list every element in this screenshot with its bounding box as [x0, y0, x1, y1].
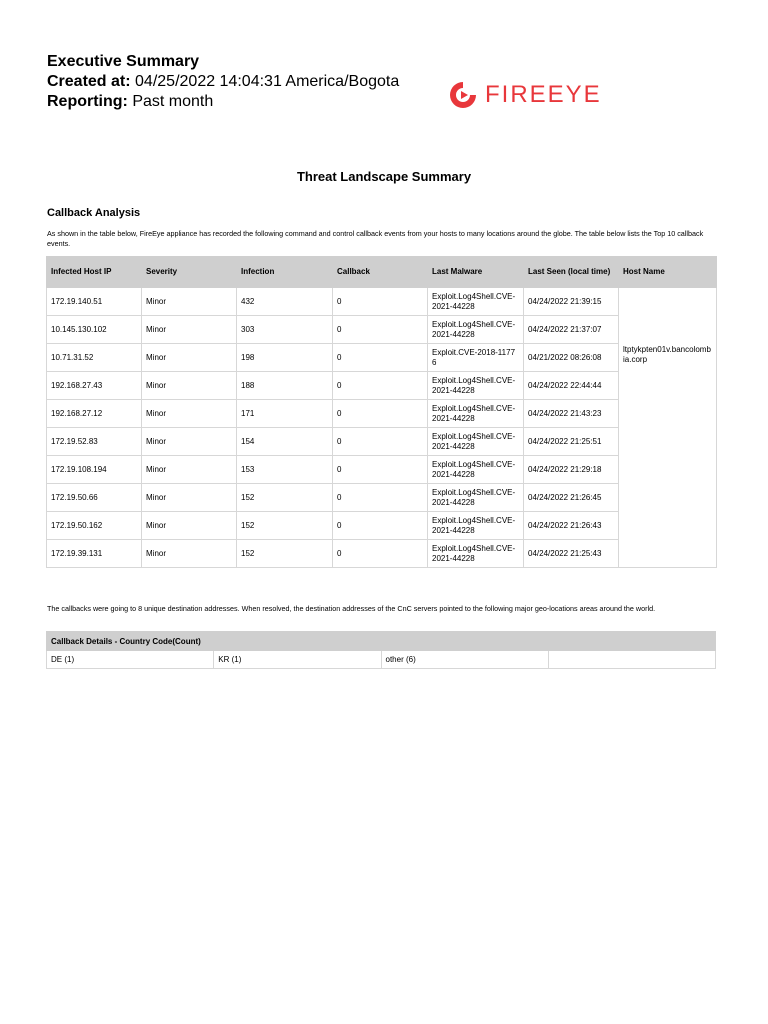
callback-cell: 0 [333, 512, 428, 540]
country-count-cell [548, 651, 715, 669]
table-row [47, 456, 717, 484]
host-ip-cell: 172.19.52.83 [47, 428, 142, 456]
callback-cell: 0 [333, 428, 428, 456]
infection-cell: 154 [237, 428, 333, 456]
column-header: Last Malware [428, 257, 524, 288]
infection-cell: 152 [237, 484, 333, 512]
table-row [47, 540, 717, 568]
last-seen-cell: 04/24/2022 21:39:15 [524, 288, 619, 316]
callback-table-header-row [47, 257, 717, 288]
table-row [47, 651, 716, 669]
report-header [47, 52, 399, 112]
country-count-cell: other (6) [381, 651, 548, 669]
created-at-line [47, 72, 399, 92]
report-title: Executive Summary [47, 53, 200, 70]
created-at-value: 04/25/2022 14:04:31 America/Bogota [135, 73, 400, 90]
last-seen-cell: 04/24/2022 21:26:45 [524, 484, 619, 512]
section-title: Threat Landscape Summary [296, 169, 472, 184]
callback-analysis-title: Callback Analysis [47, 207, 141, 219]
reporting-line [47, 92, 399, 112]
column-header: Infected Host IP [47, 257, 142, 288]
logo-wordmark: FIREEYE [485, 81, 602, 108]
host-ip-cell: 10.145.130.102 [47, 316, 142, 344]
table-row [47, 372, 717, 400]
reporting-label: Reporting: [47, 93, 128, 110]
callback-cell: 0 [333, 372, 428, 400]
infection-cell: 152 [237, 540, 333, 568]
callback-intro-text: As shown in the table below, FireEye appliance has recorded the following command and control callback events from your hosts to many locations around the globe. The table below lists the Top 10 callback events. [47, 229, 704, 248]
severity-cell: Minor [142, 540, 237, 568]
last-seen-cell: 04/21/2022 08:26:08 [524, 344, 619, 372]
host-ip-cell: 192.168.27.43 [47, 372, 142, 400]
country-count-cell: KR (1) [214, 651, 381, 669]
last-malware-cell: Exploit.Log4Shell.CVE-2021-44228 [428, 316, 524, 344]
callback-cell: 0 [333, 316, 428, 344]
last-seen-cell: 04/24/2022 22:44:44 [524, 372, 619, 400]
geo-intro-text: The callbacks were going to 8 unique destination addresses. When resolved, the destination addresses of the CnC servers pointed to the following major geo-locations areas around the world. [47, 604, 656, 613]
last-malware-cell: Exploit.Log4Shell.CVE-2021-44228 [428, 372, 524, 400]
table-row [47, 288, 717, 316]
table-row [47, 400, 717, 428]
severity-cell: Minor [142, 400, 237, 428]
callback-cell: 0 [333, 456, 428, 484]
severity-cell: Minor [142, 512, 237, 540]
callback-details-table [46, 631, 716, 669]
last-seen-cell: 04/24/2022 21:29:18 [524, 456, 619, 484]
callback-cell: 0 [333, 400, 428, 428]
severity-cell: Minor [142, 288, 237, 316]
severity-cell: Minor [142, 484, 237, 512]
last-seen-cell: 04/24/2022 21:25:51 [524, 428, 619, 456]
severity-cell: Minor [142, 316, 237, 344]
last-malware-cell: Exploit.Log4Shell.CVE-2021-44228 [428, 484, 524, 512]
severity-cell: Minor [142, 344, 237, 372]
host-ip-cell: 172.19.50.162 [47, 512, 142, 540]
table-row [47, 344, 717, 372]
geo-table-header-row [47, 632, 716, 651]
column-header: Callback [333, 257, 428, 288]
host-name-cell: ltptykpten01v.bancolombia.corp [619, 288, 717, 568]
table-row [47, 428, 717, 456]
created-at-label: Created at: [47, 73, 131, 90]
infection-cell: 432 [237, 288, 333, 316]
last-seen-cell: 04/24/2022 21:25:43 [524, 540, 619, 568]
last-seen-cell: 04/24/2022 21:26:43 [524, 512, 619, 540]
host-ip-cell: 172.19.140.51 [47, 288, 142, 316]
last-malware-cell: Exploit.Log4Shell.CVE-2021-44228 [428, 400, 524, 428]
severity-cell: Minor [142, 456, 237, 484]
table-row [47, 484, 717, 512]
table-row [47, 316, 717, 344]
table-row [47, 512, 717, 540]
reporting-value: Past month [132, 93, 214, 110]
callback-table [46, 256, 717, 568]
last-malware-cell: Exploit.CVE-2018-11776 [428, 344, 524, 372]
infection-cell: 152 [237, 512, 333, 540]
infection-cell: 171 [237, 400, 333, 428]
host-ip-cell: 172.19.108.194 [47, 456, 142, 484]
column-header: Last Seen (local time) [524, 257, 619, 288]
host-ip-cell: 172.19.39.131 [47, 540, 142, 568]
host-ip-cell: 192.168.27.12 [47, 400, 142, 428]
last-malware-cell: Exploit.Log4Shell.CVE-2021-44228 [428, 456, 524, 484]
column-header: Severity [142, 257, 237, 288]
fireeye-logo [447, 78, 607, 112]
last-malware-cell: Exploit.Log4Shell.CVE-2021-44228 [428, 428, 524, 456]
infection-cell: 188 [237, 372, 333, 400]
last-malware-cell: Exploit.Log4Shell.CVE-2021-44228 [428, 288, 524, 316]
callback-cell: 0 [333, 484, 428, 512]
callback-cell: 0 [333, 344, 428, 372]
last-malware-cell: Exploit.Log4Shell.CVE-2021-44228 [428, 540, 524, 568]
callback-cell: 0 [333, 540, 428, 568]
last-seen-cell: 04/24/2022 21:43:23 [524, 400, 619, 428]
country-count-cell: DE (1) [47, 651, 214, 669]
column-header: Infection [237, 257, 333, 288]
geo-table-header: Callback Details - Country Code(Count) [47, 632, 716, 651]
severity-cell: Minor [142, 372, 237, 400]
fireeye-mark-icon [447, 79, 479, 111]
infection-cell: 198 [237, 344, 333, 372]
callback-cell: 0 [333, 288, 428, 316]
host-ip-cell: 172.19.50.66 [47, 484, 142, 512]
last-seen-cell: 04/24/2022 21:37:07 [524, 316, 619, 344]
infection-cell: 303 [237, 316, 333, 344]
last-malware-cell: Exploit.Log4Shell.CVE-2021-44228 [428, 512, 524, 540]
infection-cell: 153 [237, 456, 333, 484]
column-header: Host Name [619, 257, 717, 288]
host-ip-cell: 10.71.31.52 [47, 344, 142, 372]
severity-cell: Minor [142, 428, 237, 456]
